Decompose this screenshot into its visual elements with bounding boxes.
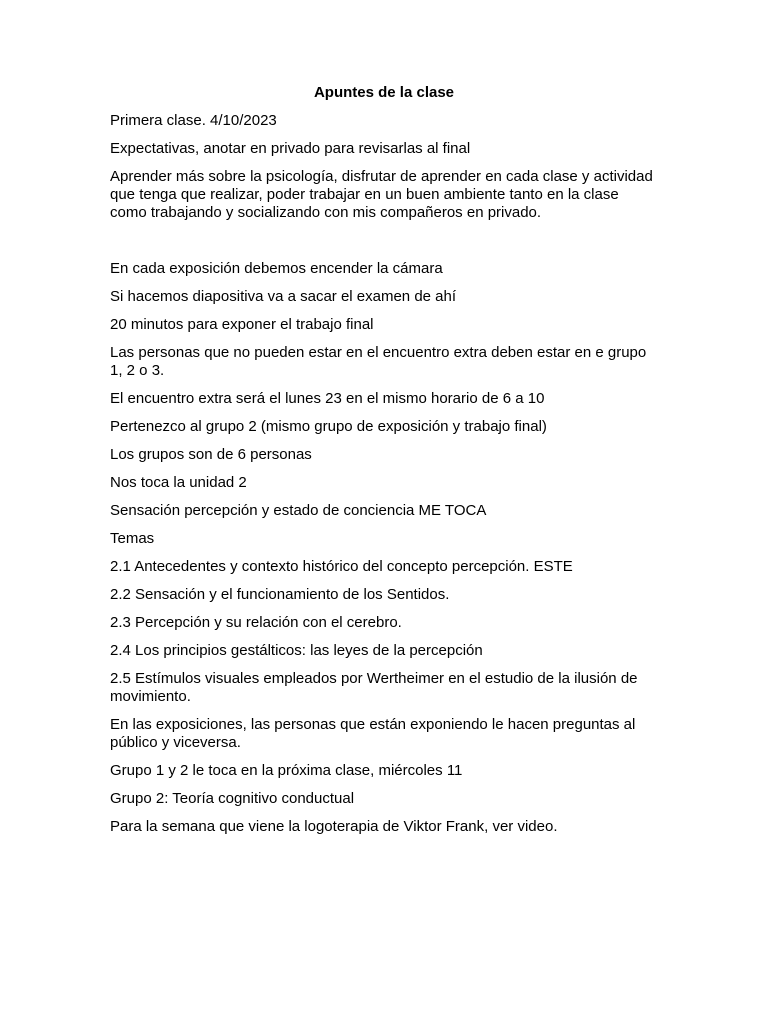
topic-item: 2.5 Estímulos visuales empleados por Wertheimer en el estudio de la ilusión de movimiento. — [110, 670, 638, 705]
paragraph: Primera clase. 4/10/2023 — [110, 112, 277, 129]
topic-item: 2.4 Los principios gestálticos: las leyes de la percepción — [110, 642, 483, 659]
topic-item: 2.3 Percepción y su relación con el cerebro. — [110, 614, 402, 631]
paragraph: En las exposiciones, las personas que están exponiendo le hacen preguntas al público y viceversa. — [110, 716, 636, 751]
paragraph: Sensación percepción y estado de conciencia ME TOCA — [110, 502, 487, 519]
paragraph: Si hacemos diapositiva va a sacar el examen de ahí — [110, 288, 457, 305]
paragraph: Los grupos son de 6 personas — [110, 446, 312, 463]
paragraph: El encuentro extra será el lunes 23 en el mismo horario de 6 a 10 — [110, 390, 545, 407]
paragraph: Aprender más sobre la psicología, disfrutar de aprender en cada clase y actividad que tenga que realizar, poder trabajar en un buen ambiente tanto en la clase como trabajando y socializando con mis compañeros en privado. — [110, 168, 653, 221]
paragraph: Grupo 2: Teoría cognitivo conductual — [110, 790, 355, 807]
section-heading: Temas — [110, 530, 155, 547]
paragraph: Grupo 1 y 2 le toca en la próxima clase, miércoles 11 — [110, 762, 463, 779]
topic-item: 2.2 Sensación y el funcionamiento de los Sentidos. — [110, 586, 450, 603]
topic-item: 2.1 Antecedentes y contexto histórico del concepto percepción. ESTE — [110, 558, 573, 575]
paragraph: 20 minutos para exponer el trabajo final — [110, 316, 374, 333]
paragraph: Pertenezco al grupo 2 (mismo grupo de exposición y trabajo final) — [110, 418, 547, 435]
paragraph: Expectativas, anotar en privado para revisarlas al final — [110, 140, 471, 157]
paragraph: En cada exposición debemos encender la cámara — [110, 260, 443, 277]
paragraph: Las personas que no pueden estar en el encuentro extra deben estar en e grupo 1, 2 o 3. — [110, 344, 647, 379]
document-page — [110, 84, 658, 846]
blank-line — [110, 232, 658, 260]
paragraph: Para la semana que viene la logoterapia de Viktor Frank, ver video. — [110, 818, 558, 835]
document-title: Apuntes de la clase — [313, 84, 455, 101]
paragraph: Nos toca la unidad 2 — [110, 474, 247, 491]
